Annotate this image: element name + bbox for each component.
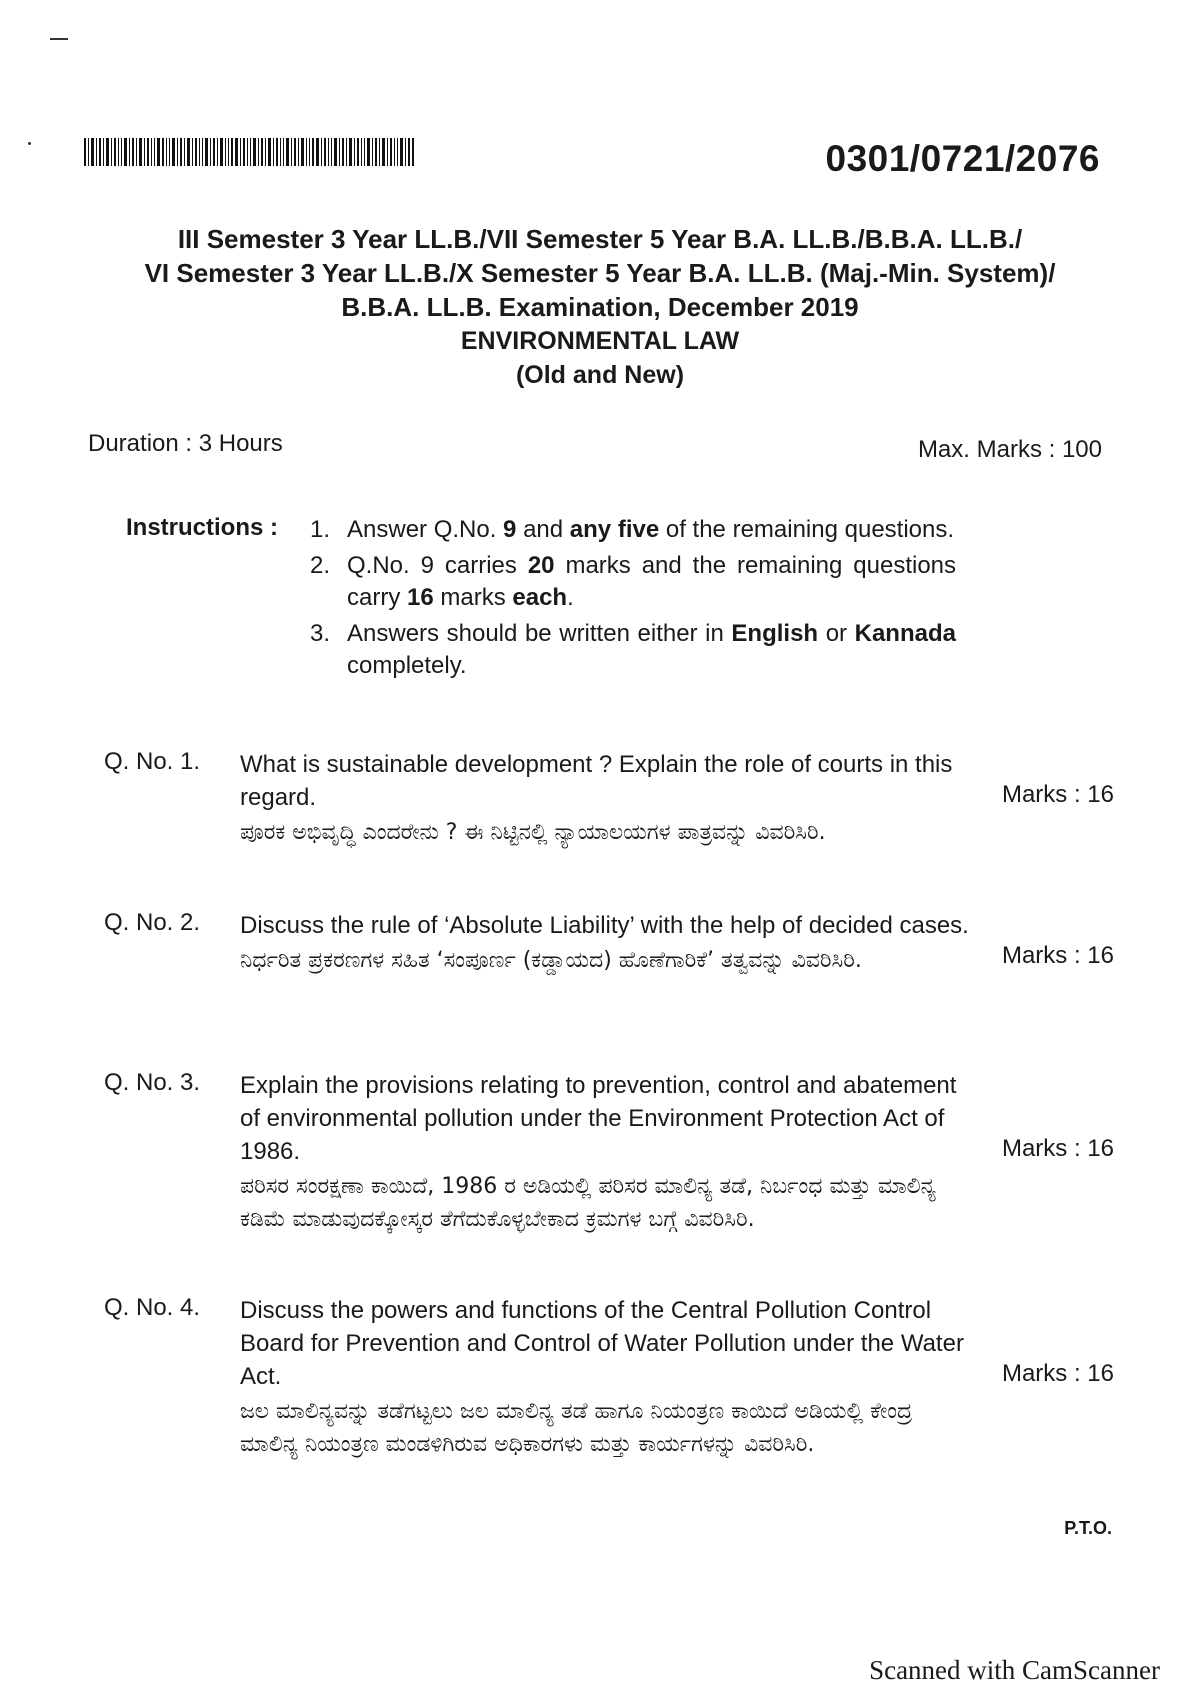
instruction-text: or <box>818 620 855 647</box>
question-body <box>240 1294 970 1461</box>
question-marks: Marks : 16 <box>1001 942 1114 969</box>
instruction-number: 2. <box>310 552 331 579</box>
instructions-label: Instructions : <box>126 514 279 541</box>
barcode-icon <box>84 138 414 166</box>
question-number: Q. No. 3. <box>104 1069 201 1096</box>
instruction-emphasis: each <box>512 584 568 611</box>
instruction-number: 3. <box>310 620 331 647</box>
question-body <box>240 909 970 977</box>
pto-note: P.T.O. <box>1064 1518 1112 1538</box>
question-text: What is sustainable development ? Explain the role of courts in this regard. <box>240 751 953 811</box>
question-text: Discuss the rule of ‘Absolute Liability’ with the help of decided cases. <box>240 912 969 939</box>
instruction-text: Answers should be written either in <box>347 620 732 647</box>
instruction-emphasis: 20 <box>527 552 555 579</box>
scan-mark <box>50 38 68 40</box>
subject-subtitle: (Old and New) <box>515 361 685 389</box>
instruction-emphasis: Kannada <box>854 620 956 647</box>
question-text-kannada: ಜಲ ಮಾಲಿನ್ಯವನ್ನು ತಡೆಗಟ್ಟಲು ಜಲ ಮಾಲಿನ್ಯ ತಡೆ ಹಾಗೂ ನಿಯಂತ್ರಣ ಕಾಯಿದೆ ಅಡಿಯಲ್ಲಿ ಕೇಂದ್ರ ಮಾಲಿನ್ಯ ನಿಯಂತ್ರಣ ಮಂಡಳಿಗಿರುವ ಅಧಿಕಾರಗಳು ಮತ್ತು ಕಾರ್ಯಗಳನ್ನು ವಿವರಿಸಿರಿ. <box>240 1399 913 1457</box>
subject-title: ENVIRONMENTAL LAW <box>460 327 740 355</box>
exam-header <box>60 222 1140 392</box>
question-number: Q. No. 2. <box>104 909 201 936</box>
instruction-text: and <box>516 516 570 543</box>
instructions-list <box>310 514 956 686</box>
header-line-2: VI Semester 3 Year LL.B./X Semester 5 Year B.A. LL.B. (Maj.-Min. System)/ <box>144 258 1056 288</box>
question-text-kannada: ಪೂರಕ ಅಭಿವೃದ್ಧಿ ಎಂದರೇನು ? ಈ ನಿಟ್ಟಿನಲ್ಲಿ ನ್ಯಾಯಾಲಯಗಳ ಪಾತ್ರವನ್ನು ವಿವರಿಸಿರಿ. <box>240 820 826 845</box>
max-marks: Max. Marks : 100 <box>917 436 1102 463</box>
instruction-item <box>310 618 956 682</box>
instruction-emphasis: 9 <box>503 516 517 543</box>
question-number: Q. No. 4. <box>104 1294 201 1321</box>
duration: Duration : 3 Hours <box>88 430 283 457</box>
instruction-text: completely. <box>347 652 467 679</box>
instruction-text: Answer Q.No. <box>347 516 504 543</box>
question-marks: Marks : 16 <box>1001 781 1114 808</box>
instruction-text: . <box>567 584 574 611</box>
instruction-text: of the remaining questions. <box>659 516 955 543</box>
instruction-emphasis: any five <box>569 516 660 543</box>
instruction-emphasis: English <box>731 620 819 647</box>
question-text-kannada: ಪರಿಸರ ಸಂರಕ್ಷಣಾ ಕಾಯಿದೆ, 1986 ರ ಅಡಿಯಲ್ಲಿ ಪರಿಸರ ಮಾಲಿನ್ಯ ತಡೆ, ನಿರ್ಬಂಧ ಮತ್ತು ಮಾಲಿನ್ಯ ಕಡಿಮೆ ಮಾಡುವುದಕ್ಕೋಸ್ಕರ ತೆಗೆದುಕೊಳ್ಳಬೇಕಾದ ಕ್ರಮಗಳ ಬಗ್ಗೆ ವಿವರಿಸಿರಿ. <box>240 1174 936 1232</box>
question-number: Q. No. 1. <box>104 748 201 775</box>
instruction-text: Q.No. 9 carries <box>347 552 528 579</box>
question-body <box>240 748 970 849</box>
instruction-emphasis: 16 <box>407 584 434 611</box>
instruction-item <box>310 514 956 546</box>
scan-dot <box>28 142 31 145</box>
question-text: Discuss the powers and functions of the Central Pollution Control Board for Prevention and Control of Water Pollution under the Water Act. <box>240 1297 964 1390</box>
header-line-1: III Semester 3 Year LL.B./VII Semester 5 Year B.A. LL.B./B.B.A. LL.B./ <box>177 224 1023 254</box>
question-text-kannada: ನಿರ್ಧರಿತ ಪ್ರಕರಣಗಳ ಸಹಿತ ‘ಸಂಪೂರ್ಣ (ಕಡ್ಡಾಯದ) ಹೊಣೆಗಾರಿಕೆ’ ತತ್ವವನ್ನು ವಿವರಿಸಿರಿ. <box>240 948 862 973</box>
instruction-text: marks and the remaining questions carry <box>347 552 957 611</box>
instruction-text: marks <box>433 584 513 611</box>
question-body <box>240 1069 970 1236</box>
question-text: Explain the provisions relating to prevention, control and abatement of environmental pollution under the Environment Protection Act of 1986. <box>240 1072 957 1165</box>
instruction-number: 1. <box>310 516 331 543</box>
header-line-3: B.B.A. LL.B. Examination, December 2019 <box>341 292 859 322</box>
question-marks: Marks : 16 <box>1001 1135 1114 1162</box>
scanner-watermark: Scanned with CamScanner <box>869 1655 1160 1685</box>
paper-code: 0301/0721/2076 <box>825 138 1100 179</box>
question-marks: Marks : 16 <box>1001 1360 1114 1387</box>
instruction-item <box>310 550 956 614</box>
